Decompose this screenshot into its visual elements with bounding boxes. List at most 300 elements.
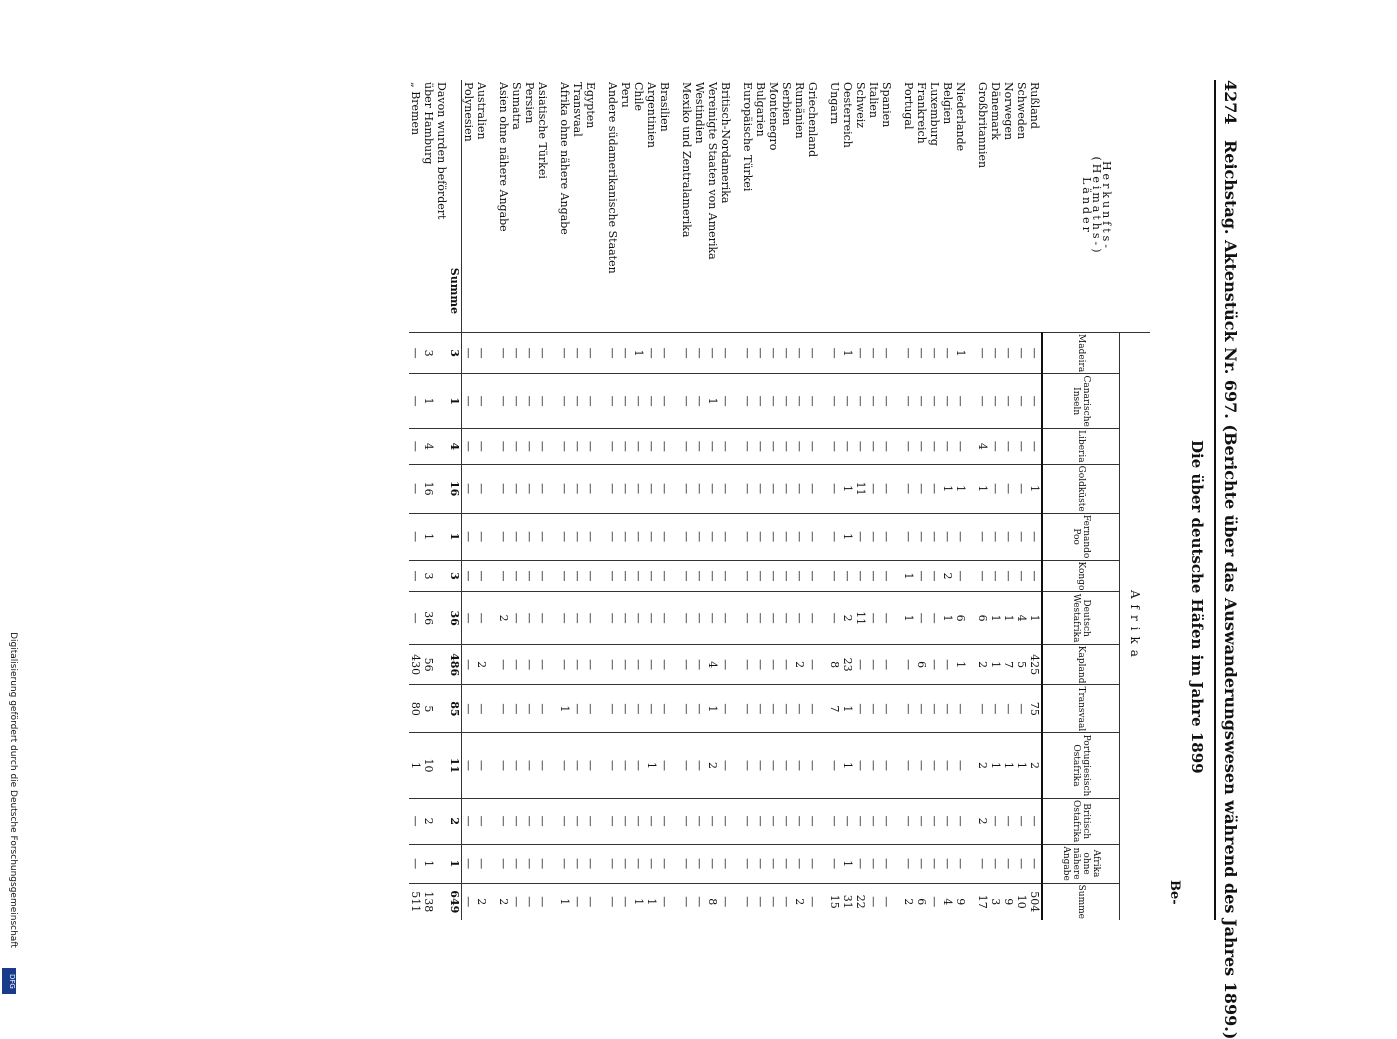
value-cell: — xyxy=(928,560,941,592)
value-cell xyxy=(597,644,606,685)
country-cell: Italien xyxy=(867,82,880,118)
value-cell: — xyxy=(536,592,549,644)
value-cell: — xyxy=(741,429,754,465)
value-cell xyxy=(549,644,558,685)
country-cell xyxy=(893,80,902,333)
value-cell: 1 xyxy=(841,513,854,560)
value-cell: — xyxy=(928,798,941,844)
value-cell: 2 xyxy=(497,883,510,920)
value-cell xyxy=(732,798,741,844)
value-cell: — xyxy=(619,429,632,465)
value-cell: — xyxy=(741,733,754,798)
value-cell: 36 xyxy=(422,592,435,644)
value-cell: 425 xyxy=(1028,644,1042,685)
value-cell xyxy=(671,685,680,733)
value-cell: — xyxy=(915,429,928,465)
value-cell: — xyxy=(693,513,706,560)
value-cell: 2 xyxy=(941,560,954,592)
value-cell: 2 xyxy=(976,733,989,798)
value-cell xyxy=(671,560,680,592)
country-cell: Rumänien xyxy=(793,82,806,139)
value-cell: — xyxy=(619,374,632,429)
value-cell: — xyxy=(619,685,632,733)
value-cell: — xyxy=(867,844,880,883)
value-cell: — xyxy=(632,429,645,465)
value-cell: — xyxy=(497,844,510,883)
table-row xyxy=(819,80,828,920)
value-cell: — xyxy=(523,374,536,429)
value-cell xyxy=(488,685,497,733)
value-cell: — xyxy=(854,733,867,798)
value-cell: — xyxy=(854,560,867,592)
value-cell: 1 xyxy=(706,374,719,429)
table-row xyxy=(510,80,523,920)
value-cell: 1 xyxy=(1015,733,1028,798)
value-cell xyxy=(488,883,497,920)
column-header: Deutsch Westafrika xyxy=(1042,592,1120,644)
value-cell: — xyxy=(606,374,619,429)
value-cell: — xyxy=(680,429,693,465)
value-cell: 430 xyxy=(409,644,422,685)
country-cell: Montenegro xyxy=(767,82,780,151)
value-cell: — xyxy=(693,883,706,920)
value-cell: — xyxy=(954,429,967,465)
value-cell: 4 xyxy=(706,644,719,685)
value-cell: — xyxy=(880,560,893,592)
table-row xyxy=(680,80,693,920)
value-cell: — xyxy=(571,798,584,844)
value-cell: — xyxy=(719,844,732,883)
value-cell: 6 xyxy=(915,644,928,685)
value-cell: — xyxy=(658,333,671,374)
value-cell: — xyxy=(693,644,706,685)
value-cell: — xyxy=(880,464,893,513)
value-cell: — xyxy=(606,592,619,644)
value-cell: — xyxy=(915,513,928,560)
value-cell xyxy=(597,429,606,465)
table-row xyxy=(893,80,902,920)
value-cell: — xyxy=(409,844,422,883)
value-cell xyxy=(819,513,828,560)
value-cell: — xyxy=(867,429,880,465)
value-cell: — xyxy=(767,844,780,883)
value-cell: — xyxy=(976,333,989,374)
value-cell: — xyxy=(475,464,488,513)
value-cell: — xyxy=(902,685,915,733)
value-cell: — xyxy=(741,644,754,685)
value-cell: — xyxy=(606,733,619,798)
value-cell: — xyxy=(571,883,584,920)
value-cell xyxy=(893,374,902,429)
value-cell: — xyxy=(780,592,793,644)
value-cell: — xyxy=(475,592,488,644)
country-cell: Norwegen xyxy=(1002,82,1015,141)
value-cell: — xyxy=(693,798,706,844)
value-cell: 11 xyxy=(854,592,867,644)
country-cell xyxy=(549,80,558,333)
value-cell: 4 xyxy=(422,429,435,465)
value-cell: — xyxy=(1028,513,1042,560)
value-cell xyxy=(671,464,680,513)
value-cell: 2 xyxy=(841,592,854,644)
value-cell: — xyxy=(645,592,658,644)
value-cell: 2 xyxy=(475,883,488,920)
country-cell xyxy=(819,80,828,333)
value-cell: — xyxy=(793,685,806,733)
value-cell: 10 xyxy=(1015,883,1028,920)
value-cell: — xyxy=(606,798,619,844)
value-cell: 11 xyxy=(854,464,867,513)
value-cell: — xyxy=(915,844,928,883)
value-cell: 1 xyxy=(954,644,967,685)
value-cell: — xyxy=(619,513,632,560)
value-cell: — xyxy=(510,883,523,920)
value-cell xyxy=(819,685,828,733)
value-cell: — xyxy=(1002,560,1015,592)
value-cell: 5 xyxy=(1015,644,1028,685)
value-cell: — xyxy=(828,560,841,592)
value-cell: 1 xyxy=(841,733,854,798)
value-cell: — xyxy=(880,798,893,844)
value-cell: — xyxy=(1015,685,1028,733)
value-cell xyxy=(488,644,497,685)
country-cell: Vereinigte Staaten von Amerika xyxy=(706,82,719,260)
value-cell: — xyxy=(632,560,645,592)
value-cell: — xyxy=(632,464,645,513)
value-cell: — xyxy=(571,374,584,429)
value-cell xyxy=(893,513,902,560)
country-cell: Portugal xyxy=(902,82,915,130)
value-cell xyxy=(488,798,497,844)
value-cell: — xyxy=(658,592,671,644)
value-cell xyxy=(819,464,828,513)
table-row xyxy=(741,80,754,920)
value-cell: — xyxy=(658,513,671,560)
value-cell: — xyxy=(989,513,1002,560)
value-cell: — xyxy=(693,733,706,798)
table-row xyxy=(488,80,497,920)
group-header-afrika: Afrika xyxy=(1120,333,1151,921)
table-row xyxy=(767,80,780,920)
value-cell: — xyxy=(867,374,880,429)
value-cell: — xyxy=(558,374,571,429)
value-cell: — xyxy=(497,374,510,429)
table-row xyxy=(902,80,915,920)
value-cell xyxy=(967,464,976,513)
country-cell: Niederlande xyxy=(954,82,967,152)
value-cell: — xyxy=(497,644,510,685)
value-cell: — xyxy=(680,333,693,374)
value-cell: 1 xyxy=(645,883,658,920)
column-header: Liberia xyxy=(1042,429,1120,465)
value-cell xyxy=(488,333,497,374)
table-row xyxy=(941,80,954,920)
value-cell xyxy=(967,644,976,685)
value-cell: — xyxy=(854,429,867,465)
value-cell: — xyxy=(915,685,928,733)
value-cell: 22 xyxy=(854,883,867,920)
value-cell: — xyxy=(854,798,867,844)
value-cell xyxy=(893,464,902,513)
value-cell: — xyxy=(632,685,645,733)
value-cell: — xyxy=(658,374,671,429)
table-row xyxy=(1015,80,1028,920)
value-cell: — xyxy=(497,685,510,733)
value-cell: — xyxy=(754,644,767,685)
value-cell: — xyxy=(536,560,549,592)
value-cell xyxy=(435,733,448,798)
value-cell xyxy=(732,464,741,513)
value-cell: — xyxy=(754,429,767,465)
value-cell: — xyxy=(793,333,806,374)
value-cell: — xyxy=(780,464,793,513)
value-cell: 75 xyxy=(1028,685,1042,733)
country-cell: Peru xyxy=(619,82,632,108)
value-cell: — xyxy=(928,592,941,644)
value-cell: 4 xyxy=(448,429,462,465)
value-cell: — xyxy=(854,644,867,685)
table-row xyxy=(606,80,619,920)
value-cell: — xyxy=(462,560,476,592)
value-cell: — xyxy=(954,560,967,592)
value-cell: — xyxy=(693,560,706,592)
value-cell: — xyxy=(680,513,693,560)
table-row xyxy=(793,80,806,920)
value-cell: — xyxy=(880,513,893,560)
value-cell: — xyxy=(1015,333,1028,374)
value-cell: — xyxy=(706,844,719,883)
value-cell: — xyxy=(928,333,941,374)
value-cell: — xyxy=(510,513,523,560)
value-cell: — xyxy=(1002,798,1015,844)
value-cell: — xyxy=(584,333,597,374)
value-cell: — xyxy=(880,374,893,429)
value-cell: 1 xyxy=(558,685,571,733)
value-cell: — xyxy=(793,733,806,798)
value-cell: 486 xyxy=(448,644,462,685)
value-cell xyxy=(597,513,606,560)
value-cell: — xyxy=(510,644,523,685)
value-cell: — xyxy=(767,685,780,733)
value-cell: — xyxy=(658,844,671,883)
value-cell: — xyxy=(571,513,584,560)
value-cell xyxy=(597,733,606,798)
value-cell: — xyxy=(928,429,941,465)
value-cell: 11 xyxy=(448,733,462,798)
country-cell: Sumatra xyxy=(510,82,523,130)
value-cell: — xyxy=(645,560,658,592)
value-cell: — xyxy=(558,844,571,883)
value-cell: — xyxy=(475,374,488,429)
value-cell: — xyxy=(867,798,880,844)
value-cell: 1 xyxy=(989,592,1002,644)
value-cell xyxy=(732,685,741,733)
table-row xyxy=(780,80,793,920)
value-cell xyxy=(732,883,741,920)
value-cell xyxy=(893,429,902,465)
value-cell xyxy=(819,798,828,844)
value-cell xyxy=(671,429,680,465)
value-cell: 2 xyxy=(976,644,989,685)
value-cell: — xyxy=(706,592,719,644)
value-cell: — xyxy=(880,429,893,465)
value-cell: — xyxy=(619,560,632,592)
value-cell: — xyxy=(680,592,693,644)
value-cell xyxy=(435,374,448,429)
value-cell: — xyxy=(658,429,671,465)
value-cell xyxy=(549,464,558,513)
value-cell: — xyxy=(523,429,536,465)
value-cell: — xyxy=(584,844,597,883)
value-cell: — xyxy=(510,592,523,644)
value-cell: — xyxy=(645,644,658,685)
value-cell: — xyxy=(571,560,584,592)
value-cell xyxy=(488,733,497,798)
table-row xyxy=(915,80,928,920)
value-cell: — xyxy=(558,560,571,592)
value-cell: — xyxy=(793,560,806,592)
table-row xyxy=(671,80,680,920)
country-cell xyxy=(488,80,497,333)
value-cell: — xyxy=(754,883,767,920)
country-cell: Polynesien xyxy=(462,82,475,142)
value-cell: — xyxy=(741,685,754,733)
value-cell: — xyxy=(606,333,619,374)
value-cell: — xyxy=(584,560,597,592)
value-cell: — xyxy=(867,883,880,920)
value-cell: 1 xyxy=(902,560,915,592)
value-cell: — xyxy=(558,733,571,798)
country-cell: Serbien xyxy=(780,82,793,126)
country-cell: Europäische Türkei xyxy=(741,82,754,192)
value-cell: — xyxy=(793,374,806,429)
value-cell: — xyxy=(558,333,571,374)
value-cell xyxy=(488,374,497,429)
value-cell: — xyxy=(719,333,732,374)
value-cell: — xyxy=(536,513,549,560)
value-cell: — xyxy=(1002,429,1015,465)
value-cell: 1 xyxy=(1002,733,1015,798)
value-cell: — xyxy=(828,592,841,644)
table-row xyxy=(422,80,435,920)
value-cell xyxy=(819,733,828,798)
value-cell: — xyxy=(915,464,928,513)
value-cell: — xyxy=(536,685,549,733)
value-cell: 85 xyxy=(448,685,462,733)
country-header-line3: Länder xyxy=(1080,177,1093,235)
value-cell xyxy=(819,374,828,429)
value-cell: — xyxy=(523,560,536,592)
value-cell: — xyxy=(571,644,584,685)
value-cell: — xyxy=(793,592,806,644)
value-cell: 1 xyxy=(448,513,462,560)
value-cell: 2 xyxy=(976,798,989,844)
value-cell: — xyxy=(409,513,422,560)
country-cell: Luxemburg xyxy=(928,82,941,146)
value-cell: — xyxy=(462,592,476,644)
value-cell: — xyxy=(497,560,510,592)
column-header: Transvaal xyxy=(1042,685,1120,733)
value-cell: — xyxy=(828,513,841,560)
table-row xyxy=(754,80,767,920)
value-cell xyxy=(435,685,448,733)
value-cell: 1 xyxy=(902,592,915,644)
value-cell: — xyxy=(497,513,510,560)
value-cell: — xyxy=(1015,464,1028,513)
value-cell: — xyxy=(902,429,915,465)
value-cell: — xyxy=(767,798,780,844)
value-cell: 1 xyxy=(409,733,422,798)
value-cell: 16 xyxy=(448,464,462,513)
country-cell: Australien xyxy=(475,82,488,140)
value-cell: — xyxy=(693,844,706,883)
country-header-line1: Herkunfts- xyxy=(1100,160,1113,252)
value-cell: — xyxy=(645,513,658,560)
value-cell xyxy=(435,429,448,465)
value-cell xyxy=(893,333,902,374)
value-cell: — xyxy=(754,333,767,374)
value-cell: 4 xyxy=(976,429,989,465)
table-row xyxy=(854,80,867,920)
value-cell xyxy=(671,883,680,920)
value-cell: — xyxy=(754,685,767,733)
value-cell xyxy=(967,733,976,798)
value-cell: — xyxy=(915,374,928,429)
value-cell: — xyxy=(584,644,597,685)
value-cell: — xyxy=(806,513,819,560)
column-header: Britisch Ostafrika xyxy=(1042,798,1120,844)
value-cell: — xyxy=(706,560,719,592)
value-cell xyxy=(549,560,558,592)
value-cell xyxy=(597,883,606,920)
value-cell: 1 xyxy=(632,883,645,920)
value-cell: — xyxy=(536,844,549,883)
value-cell: — xyxy=(619,844,632,883)
value-cell xyxy=(819,592,828,644)
country-cell: Argentinien xyxy=(645,82,658,148)
value-cell: 2 xyxy=(497,592,510,644)
value-cell: — xyxy=(780,844,793,883)
value-cell: — xyxy=(941,844,954,883)
value-cell: — xyxy=(780,685,793,733)
value-cell: — xyxy=(1002,513,1015,560)
value-cell: — xyxy=(1028,333,1042,374)
value-cell: — xyxy=(867,560,880,592)
dfg-logo: DFG xyxy=(2,968,16,994)
value-cell: 2 xyxy=(1028,733,1042,798)
value-cell: — xyxy=(510,798,523,844)
value-cell: — xyxy=(584,883,597,920)
value-cell: — xyxy=(606,883,619,920)
value-cell: — xyxy=(989,798,1002,844)
value-cell: — xyxy=(1028,798,1042,844)
value-cell: — xyxy=(658,685,671,733)
value-cell: — xyxy=(780,883,793,920)
value-cell: — xyxy=(536,333,549,374)
table-title-continuation: Be- xyxy=(1167,880,1182,905)
value-cell: — xyxy=(954,685,967,733)
value-cell: — xyxy=(880,685,893,733)
country-cell: Asien ohne nähere Angabe xyxy=(497,82,510,232)
value-cell: — xyxy=(462,513,476,560)
value-cell: — xyxy=(806,733,819,798)
value-cell xyxy=(732,592,741,644)
value-cell xyxy=(893,560,902,592)
value-cell: — xyxy=(680,685,693,733)
value-cell: — xyxy=(619,883,632,920)
value-cell xyxy=(819,644,828,685)
value-cell: — xyxy=(915,333,928,374)
